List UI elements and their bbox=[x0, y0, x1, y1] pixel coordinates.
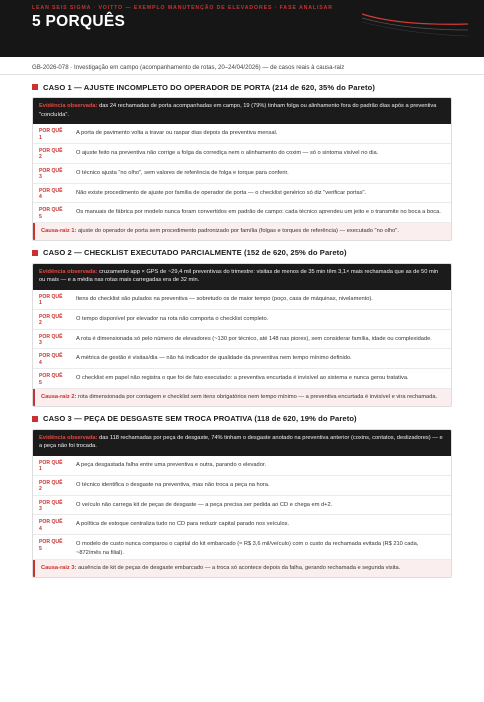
why-text: O tempo disponível por elevador na rota não comporta o checklist completo. bbox=[76, 315, 269, 322]
why-label-text: POR QUÊ bbox=[39, 313, 63, 320]
why-text: O técnico identifica o desgaste na preventiva, mas não troca a peça na hora. bbox=[76, 481, 270, 488]
why-number: 4 bbox=[39, 359, 42, 366]
why-label bbox=[39, 206, 76, 220]
square-bullet-icon bbox=[32, 84, 38, 90]
why-row bbox=[33, 184, 451, 204]
why-label-text: POR QUÊ bbox=[39, 187, 63, 194]
root-cause-label: Causa-raiz 1: bbox=[41, 228, 77, 235]
case-title: CASO 2 — CHECKLIST EXECUTADO PARCIALMENTE (152 de 620, 25% do Pareto) bbox=[43, 248, 347, 258]
why-row bbox=[33, 476, 451, 496]
case-header bbox=[32, 409, 452, 429]
evidence-label: Evidência observada: bbox=[39, 434, 98, 441]
why-row bbox=[33, 496, 451, 516]
evidence-box bbox=[33, 430, 451, 456]
case-card bbox=[32, 429, 452, 578]
why-text: Itens do checklist são pulados na preventiva — sobretudo os de maior tempo (poço, casa de máquinas, nivelamento). bbox=[76, 296, 373, 303]
why-label bbox=[39, 372, 76, 386]
why-number: 5 bbox=[39, 545, 42, 552]
why-number: 1 bbox=[39, 466, 42, 473]
why-label bbox=[39, 167, 76, 181]
square-bullet-icon bbox=[32, 416, 38, 422]
why-number: 2 bbox=[39, 154, 42, 161]
header-kicker: LEAN SEIS SIGMA · VOITTO — EXEMPLO MANUTENÇÃO DE ELEVADORES · FASE ANALISAR bbox=[32, 5, 333, 11]
why-number: 4 bbox=[39, 194, 42, 201]
why-row bbox=[33, 515, 451, 535]
root-cause-label: Causa-raiz 3: bbox=[41, 564, 77, 571]
why-label bbox=[39, 499, 76, 513]
why-row bbox=[33, 144, 451, 164]
why-text: Os manuais de fábrica por modelo nunca foram convertidos em padrão de campo: cada técnico aprendeu um jeito e o transmite no boca a boca. bbox=[76, 209, 441, 216]
why-label-text: POR QUÊ bbox=[39, 353, 63, 360]
why-label bbox=[39, 518, 76, 532]
why-label bbox=[39, 147, 76, 161]
why-text: O veículo não carrega kit de peças de desgaste — a peça precisa ser pedida ao CD e chega em d+2. bbox=[76, 501, 333, 508]
why-text: O modelo de custo nunca comparou o capital do kit embarcado (≈ R$ 3,6 mil/veículo) com o custo da rechamada evitada (R$ 210 cada, ~872/mês na filial). bbox=[76, 541, 419, 556]
why-row bbox=[33, 456, 451, 476]
why-number: 3 bbox=[39, 174, 42, 181]
why-label bbox=[39, 187, 76, 201]
page-header bbox=[0, 0, 484, 57]
why-label-text: POR QUÊ bbox=[39, 207, 63, 214]
why-label-text: POR QUÊ bbox=[39, 294, 63, 301]
root-cause-box bbox=[33, 223, 451, 240]
why-row bbox=[33, 330, 451, 350]
evidence-box bbox=[33, 264, 451, 290]
why-number: 3 bbox=[39, 340, 42, 347]
why-row bbox=[33, 203, 451, 223]
why-text: O checklist em papel não registra o que foi de fato executado: a preventiva encurtada é invisível ao sistema e nunca gerou tratativa. bbox=[76, 375, 409, 382]
why-text: A política de estoque centraliza tudo no CD para reduzir capital parado nos veículos. bbox=[76, 521, 290, 528]
why-label bbox=[39, 459, 76, 473]
why-number: 2 bbox=[39, 486, 42, 493]
square-bullet-icon bbox=[32, 250, 38, 256]
why-text: A métrica de gestão é visitas/dia — não há indicador de qualidade da preventiva nem tempo mínimo definido. bbox=[76, 355, 352, 362]
case-title: CASO 3 — PEÇA DE DESGASTE SEM TROCA PROATIVA (118 de 620, 19% do Pareto) bbox=[43, 414, 357, 424]
case-section bbox=[0, 243, 484, 407]
why-text: A peça desgastada falha entre uma preventiva e outra, parando o elevador. bbox=[76, 461, 267, 468]
why-label-text: POR QUÊ bbox=[39, 519, 63, 526]
why-label bbox=[39, 479, 76, 493]
why-row bbox=[33, 535, 451, 560]
why-label-text: POR QUÊ bbox=[39, 128, 63, 135]
why-text: Não existe procedimento de ajuste por família de operador de porta — o checklist genérico só diz "verificar portas". bbox=[76, 189, 367, 196]
why-number: 1 bbox=[39, 300, 42, 307]
why-label bbox=[39, 127, 76, 141]
root-cause-box bbox=[33, 389, 451, 406]
why-label bbox=[39, 313, 76, 327]
evidence-box bbox=[33, 98, 451, 124]
root-cause-box bbox=[33, 560, 451, 577]
why-label bbox=[39, 333, 76, 347]
why-label-text: POR QUÊ bbox=[39, 373, 63, 380]
why-text: A porta de pavimento volta a travar ou raspar dias depois da preventiva mensal. bbox=[76, 130, 278, 137]
root-cause-text: ausência de kit de peças de desgaste embarcado — a troca só acontece depois da falha, gerando rechamada e segunda visita. bbox=[78, 564, 401, 571]
why-text: A rota é dimensionada só pelo número de elevadores (~130 por técnico, até 148 nas piores), sem considerar família, idade ou complexidade. bbox=[76, 335, 432, 342]
why-row bbox=[33, 124, 451, 144]
why-label bbox=[39, 352, 76, 366]
case-header bbox=[32, 77, 452, 97]
why-label bbox=[39, 538, 76, 557]
why-label-text: POR QUÊ bbox=[39, 167, 63, 174]
why-text: O técnico ajusta "no olho", sem valores de referência de folga e torque para conferir. bbox=[76, 169, 289, 176]
root-cause-label: Causa-raiz 2: bbox=[41, 394, 77, 401]
case-card bbox=[32, 263, 452, 407]
case-header bbox=[32, 243, 452, 263]
why-number: 5 bbox=[39, 379, 42, 386]
why-label-text: POR QUÊ bbox=[39, 459, 63, 466]
why-row bbox=[33, 310, 451, 330]
why-row bbox=[33, 349, 451, 369]
evidence-text: das 24 rechamadas de porta acompanhadas em campo, 19 (79%) tinham folga ou alinhamento fora do padrão dias após a preventiva "concluída". bbox=[39, 103, 437, 118]
evidence-label: Evidência observada: bbox=[39, 103, 98, 109]
why-number: 1 bbox=[39, 134, 42, 141]
cases-container bbox=[0, 77, 484, 578]
why-row bbox=[33, 290, 451, 310]
page-title: 5 PORQUÊS bbox=[32, 13, 126, 30]
why-label-text: POR QUÊ bbox=[39, 539, 63, 546]
why-row bbox=[33, 164, 451, 184]
why-number: 4 bbox=[39, 525, 42, 532]
evidence-label: Evidência observada: bbox=[39, 268, 98, 275]
decorative-swoosh-icon bbox=[360, 4, 470, 44]
why-number: 3 bbox=[39, 505, 42, 512]
why-label-text: POR QUÊ bbox=[39, 479, 63, 486]
case-section bbox=[0, 409, 484, 578]
why-text: O ajuste feito na preventiva não corrige a folga da corrediça nem o alinhamento do coxim — só o sintoma visível no dia. bbox=[76, 150, 379, 156]
why-label bbox=[39, 293, 76, 307]
evidence-text: das 118 rechamadas por peça de desgaste, 74% tinham o desgaste anotado na preventiva anterior (coxins, contatos, deslizadores) — e a peça não foi trocada. bbox=[39, 434, 443, 450]
why-row bbox=[33, 369, 451, 389]
page-subtitle: GB-2026-078 · Investigação em campo (acompanhamento de rotas, 20–24/04/2026) — de casos reais à causa-raiz bbox=[0, 57, 484, 75]
why-label-text: POR QUÊ bbox=[39, 499, 63, 506]
case-card bbox=[32, 97, 452, 241]
case-title: CASO 1 — AJUSTE INCOMPLETO DO OPERADOR DE PORTA (214 de 620, 35% do Pareto) bbox=[43, 82, 375, 92]
case-section bbox=[0, 77, 484, 241]
root-cause-text: rota dimensionada por contagem e checklist sem itens obrigatórios nem tempo mínimo — a preventiva encurtada é invisível e vira rechamada. bbox=[78, 394, 438, 401]
why-number: 5 bbox=[39, 213, 42, 220]
evidence-text: cruzamento app × GPS de ~29,4 mil preventivas do trimestre: visitas de menos de 35 min têm 3,1× mais rechamada que as de 50 min ou mais — e a média nas rotas mais carregadas era de 32 min. bbox=[39, 268, 439, 284]
why-label-text: POR QUÊ bbox=[39, 333, 63, 340]
root-cause-text: ajuste do operador de porta sem procedimento padronizado por família (folgas e torques de referência) — executado "no olho". bbox=[78, 228, 399, 235]
why-number: 2 bbox=[39, 320, 42, 327]
why-label-text: POR QUÊ bbox=[39, 148, 63, 154]
